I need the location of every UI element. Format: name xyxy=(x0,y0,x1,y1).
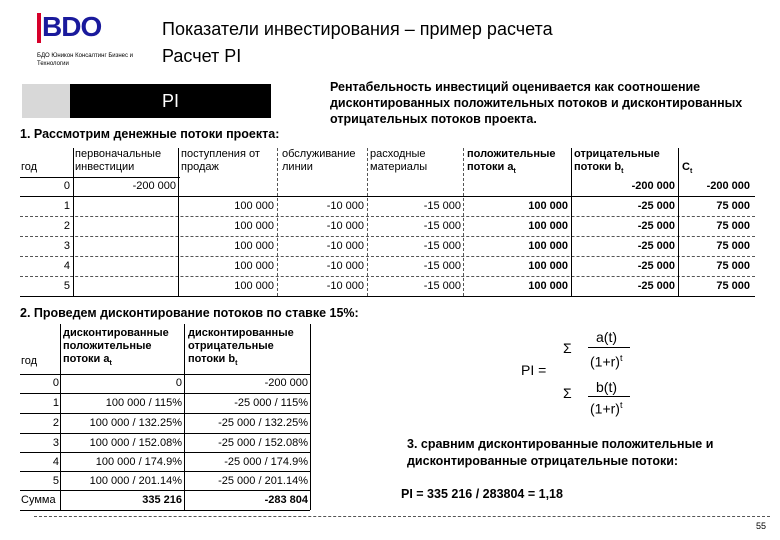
t1-cell-sales: 100 000 xyxy=(234,280,274,292)
t1-cell-year: 2 xyxy=(63,220,70,232)
logo-brand: BDO xyxy=(42,11,102,42)
table-rule xyxy=(367,148,368,296)
formula-lhs: PI = xyxy=(521,362,547,378)
t1-cell-negative: -25 000 xyxy=(637,200,675,212)
t1-cell-sales: 100 000 xyxy=(234,240,274,252)
table-rule xyxy=(20,236,755,237)
table-rule xyxy=(20,452,310,453)
formula-fraction-line-bottom xyxy=(588,396,630,397)
t1-header-year: год xyxy=(21,161,38,173)
table-rule xyxy=(20,276,755,277)
formula-denominator-bottom: $(1+r)^t$ xyxy=(590,400,623,417)
t1-cell-negative: -25 000 xyxy=(637,240,675,252)
table-rule xyxy=(20,413,310,414)
t2-total-neg: -283 804 xyxy=(264,494,308,506)
t1-cell-service: -10 000 xyxy=(326,200,364,212)
t1-cell-materials: -15 000 xyxy=(423,240,461,252)
t1-cell-negative: -25 000 xyxy=(637,260,675,272)
pi-description: Рентабельность инвестиций оценивается как соотношение дисконтированных положительных потоков и дисконтированных отрицательных потоков проекта. xyxy=(330,80,743,126)
table-rule xyxy=(20,296,755,297)
page-number: 55 xyxy=(756,521,767,531)
t1-cell-positive: 100 000 xyxy=(528,280,568,292)
t1-cell-service: -10 000 xyxy=(326,260,364,272)
t1-header-ct: $C_t$ xyxy=(682,161,693,176)
t1-cell-year: 4 xyxy=(63,260,70,272)
t2-cell-pos: 100 000 / 174.9% xyxy=(95,456,182,468)
table-rule xyxy=(463,148,464,296)
t2-cell-pos: 100 000 / 132.25% xyxy=(89,417,182,429)
t1-cell-ct: 75 000 xyxy=(716,260,750,272)
table-rule xyxy=(178,148,179,296)
footer-divider xyxy=(34,516,770,517)
t1-cell-service: -10 000 xyxy=(326,220,364,232)
t1-cell-negative: -200 000 xyxy=(631,180,675,192)
formula-bt: b(t) xyxy=(596,379,617,395)
pi-banner-accent xyxy=(22,84,70,118)
table-rule xyxy=(20,471,310,472)
table-rule xyxy=(277,148,278,296)
t2-cell-neg: -200 000 xyxy=(264,377,308,389)
t1-cell-positive: 100 000 xyxy=(528,200,568,212)
t2-total-pos: 335 216 xyxy=(142,494,182,506)
t1-cell-positive: 100 000 xyxy=(528,240,568,252)
t1-cell-year: 5 xyxy=(63,280,70,292)
table-rule xyxy=(184,324,185,510)
page-subtitle: Расчет PI xyxy=(162,46,242,66)
table-rule xyxy=(20,256,755,257)
table-rule xyxy=(20,433,310,434)
t2-cell-year: 1 xyxy=(52,397,59,409)
table-rule xyxy=(678,148,679,296)
table-rule xyxy=(60,324,61,510)
t1-cell-materials: -15 000 xyxy=(423,260,461,272)
t1-cell-year: 3 xyxy=(63,240,70,252)
t1-cell-ct: 75 000 xyxy=(716,220,750,232)
t1-cell-materials: -15 000 xyxy=(423,220,461,232)
table-rule xyxy=(20,374,310,375)
comparison-note: 3. сравним дисконтированные положительные и дисконтированные отрицательные потоки: xyxy=(407,437,714,468)
logo-accent-bar xyxy=(37,13,41,43)
t2-header-pos: дисконтированные положительные потоки $a_t$ xyxy=(63,327,169,368)
section2-title: 2. Проведем дисконтирование потоков по ставке 15%: xyxy=(20,306,359,320)
t1-cell-ct: -200 000 xyxy=(706,180,750,192)
logo-subtitle: БДО Юникон Консалтинг Бизнес и Технологии xyxy=(37,53,134,67)
pi-banner: PI xyxy=(70,84,271,118)
t2-cell-pos: 100 000 / 152.08% xyxy=(89,437,182,449)
t1-cell-year: 0 xyxy=(63,180,70,192)
t2-header-neg: дисконтированные отрицательные потоки $b_t$ xyxy=(188,327,294,368)
section1-title: 1. Рассмотрим денежные потоки проекта: xyxy=(20,127,280,141)
formula-fraction-line-top xyxy=(588,347,630,348)
table-rule xyxy=(20,490,310,491)
t1-cell-service: -10 000 xyxy=(326,240,364,252)
t1-cell-year: 1 xyxy=(63,200,70,212)
formula-numerator: a(t) xyxy=(596,329,617,345)
bdo-logo xyxy=(37,13,103,43)
t1-cell-materials: -15 000 xyxy=(423,200,461,212)
page-title: Показатели инвестирования – пример расчета xyxy=(162,19,553,39)
formula-sigma-top: Σ xyxy=(563,340,572,356)
t2-cell-pos: 100 000 / 201.14% xyxy=(89,475,182,487)
t1-cell-materials: -15 000 xyxy=(423,280,461,292)
t1-header-positive: положительные потоки $a_t$ xyxy=(467,148,556,176)
t2-cell-neg: -25 000 / 174.9% xyxy=(224,456,308,468)
t2-cell-neg: -25 000 / 201.14% xyxy=(218,475,308,487)
table-rule xyxy=(20,196,755,197)
t2-cell-pos: 0 xyxy=(175,377,182,389)
t2-cell-year: 3 xyxy=(52,437,59,449)
t1-cell-negative: -25 000 xyxy=(637,220,675,232)
t1-cell-positive: 100 000 xyxy=(528,260,568,272)
t1-cell-negative: -25 000 xyxy=(637,280,675,292)
formula-sigma-bottom: Σ xyxy=(563,385,572,401)
t1-header-negative: отрицательные потоки $b_t$ xyxy=(574,148,660,176)
t1-cell-sales: 100 000 xyxy=(234,200,274,212)
t1-header-service: обслуживание линии xyxy=(282,148,356,173)
t2-total-label: Сумма xyxy=(21,494,56,506)
table-rule xyxy=(20,216,755,217)
t1-cell-ct: 75 000 xyxy=(716,280,750,292)
t2-cell-neg: -25 000 / 152.08% xyxy=(218,437,308,449)
t2-cell-neg: -25 000 / 132.25% xyxy=(218,417,308,429)
t1-cell-service: -10 000 xyxy=(326,280,364,292)
table-rule xyxy=(310,324,311,510)
t2-cell-year: 0 xyxy=(52,377,59,389)
t2-cell-year: 2 xyxy=(52,417,59,429)
t2-cell-pos: 100 000 / 115% xyxy=(105,397,182,409)
table-rule xyxy=(20,177,180,178)
t1-header-initial: первоначальные инвестиции xyxy=(75,148,162,173)
t2-header-year: год xyxy=(21,355,38,367)
t1-cell-ct: 75 000 xyxy=(716,200,750,212)
t2-cell-year: 4 xyxy=(52,456,59,468)
t2-cell-year: 5 xyxy=(52,475,59,487)
t1-cell-ct: 75 000 xyxy=(716,240,750,252)
table-rule xyxy=(20,393,310,394)
pi-result: PI = 335 216 / 283804 = 1,18 xyxy=(401,487,563,501)
t1-header-sales: поступления от продаж xyxy=(181,148,260,173)
table-rule xyxy=(571,148,572,296)
t2-cell-neg: -25 000 / 115% xyxy=(234,397,308,409)
t1-cell-sales: 100 000 xyxy=(234,260,274,272)
t1-cell-initial: -200 000 xyxy=(132,180,176,192)
formula-denominator-top: $(1+r)^t$ xyxy=(590,353,623,370)
table-rule xyxy=(73,148,74,296)
t1-cell-sales: 100 000 xyxy=(234,220,274,232)
table-rule xyxy=(20,510,310,511)
t1-cell-positive: 100 000 xyxy=(528,220,568,232)
t1-header-materials: расходные материалы xyxy=(370,148,428,173)
